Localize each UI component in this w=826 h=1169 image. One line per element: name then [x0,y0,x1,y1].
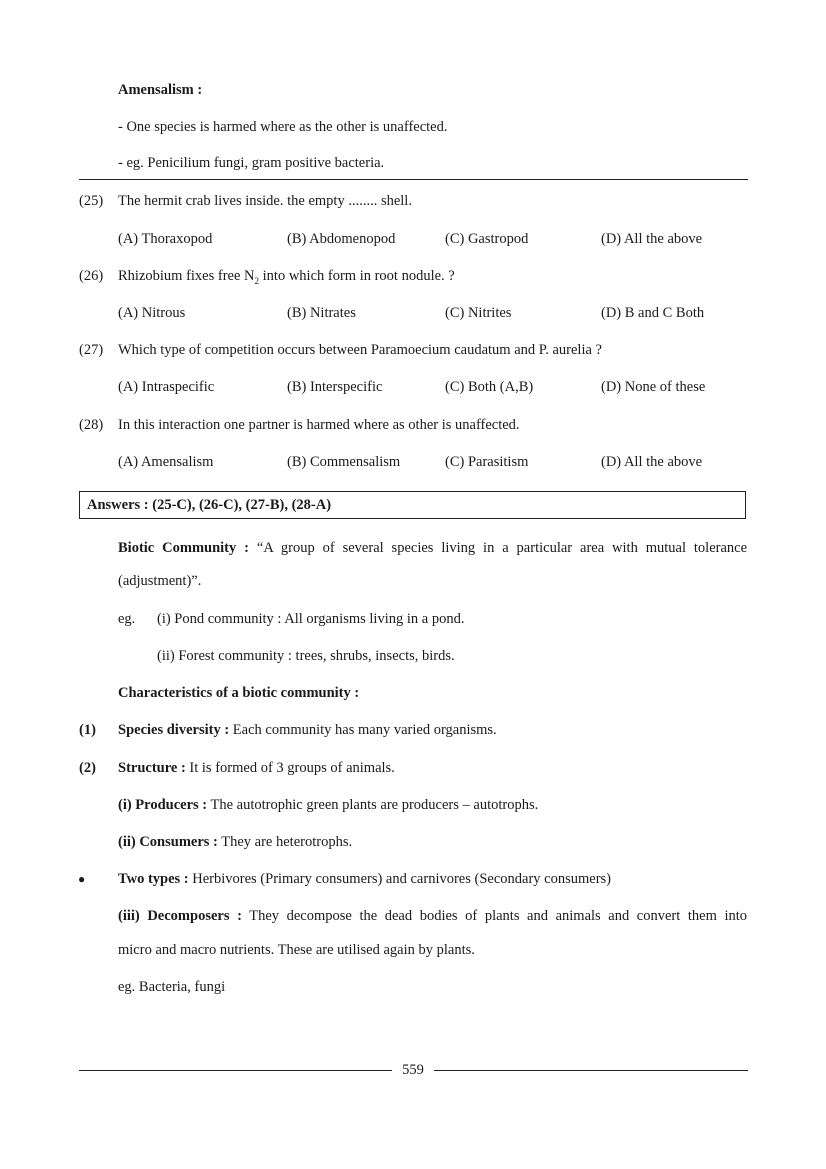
consumers-line [118,834,352,851]
example-pond: (i) Pond community : All organisms living in a pond. [157,611,465,627]
consumers-text: They are heterotrophs. [217,834,353,850]
option-b: (B) Abdomenopod [287,231,396,247]
option-b: (B) Commensalism [287,454,401,470]
decomposers-line-1 [118,908,747,925]
page-number: 559 [402,1062,424,1078]
structure-label: Structure : [118,760,186,776]
amensalism-heading: Amensalism : [118,82,203,98]
characteristics-heading: Characteristics of a biotic community : [118,685,360,701]
answers-text: Answers : (25-C), (26-C), (27-B), (28-A) [87,497,332,513]
biotic-definition-line-2: (adjustment)”. [118,573,202,589]
consumers-label: (ii) Consumers : [118,834,218,850]
footer-rule-left [79,1070,392,1071]
question-number: (25) [79,193,104,209]
question-text-part: into which form in root nodule. ? [259,268,455,284]
biotic-label: Biotic Community : [118,540,249,556]
question-number: (27) [79,342,104,358]
question-text: The hermit crab lives inside. the empty ........ shell. [118,193,412,209]
subscript: 2 [254,275,260,286]
producers-label: (i) Producers : [118,797,208,813]
option-c: (C) Parasitism [445,454,529,470]
two-types-label: Two types : [118,871,189,887]
bullet-icon: ● [78,872,86,886]
option-c: (C) Gastropod [445,231,529,247]
two-types-line [118,871,611,888]
option-d: (D) B and C Both [601,305,705,321]
biotic-definition-line-1 [118,540,747,557]
question-text: In this interaction one partner is harmed where as other is unaffected. [118,417,520,433]
two-types-text: Herbivores (Primary consumers) and carnivores (Secondary consumers) [188,871,612,887]
example-forest: (ii) Forest community : trees, shrubs, insects, birds. [157,648,455,664]
producers-text: The autotrophic green plants are producers – autotrophs. [207,797,539,813]
question-text [118,268,455,286]
species-diversity-label: Species diversity : [118,722,230,738]
item-number: (1) [79,722,96,738]
biotic-definition: “A group of several species living in a particular area with mutual tolerance [256,540,748,556]
structure-line [118,760,395,777]
option-d: (D) All the above [601,231,703,247]
species-diversity-text: Each community has many varied organisms. [229,722,497,738]
option-a: (A) Amensalism [118,454,214,470]
question-text-part: Rhizobium fixes free N [118,268,255,284]
option-b: (B) Interspecific [287,379,383,395]
option-a: (A) Intraspecific [118,379,215,395]
amensalism-line-2: - eg. Penicilium fungi, gram positive bacteria. [118,155,385,171]
option-a: (A) Thoraxopod [118,231,213,247]
option-c: (C) Nitrites [445,305,512,321]
amensalism-line-1: - One species is harmed where as the other is unaffected. [118,119,448,135]
eg-label: eg. [118,611,136,627]
footer-rule-right [434,1070,748,1071]
decomposers-text: They decompose the dead bodies of plants and animals and convert them into [241,908,748,924]
producers-line [118,797,538,814]
option-b: (B) Nitrates [287,305,356,321]
option-d: (D) None of these [601,379,706,395]
decomposers-example: eg. Bacteria, fungi [118,979,226,995]
species-diversity-line [118,722,497,739]
decomposers-line-2: micro and macro nutrients. These are utilised again by plants. [118,942,475,958]
option-a: (A) Nitrous [118,305,186,321]
structure-text: It is formed of 3 groups of animals. [185,760,395,776]
question-text: Which type of competition occurs between Paramoecium caudatum and P. aurelia ? [118,342,602,358]
answers-box [79,491,746,519]
question-number: (28) [79,417,104,433]
decomposers-label: (iii) Decomposers : [118,908,242,924]
question-number: (26) [79,268,104,284]
item-number: (2) [79,760,96,776]
option-c: (C) Both (A,B) [445,379,534,395]
section-divider [79,179,748,180]
option-d: (D) All the above [601,454,703,470]
